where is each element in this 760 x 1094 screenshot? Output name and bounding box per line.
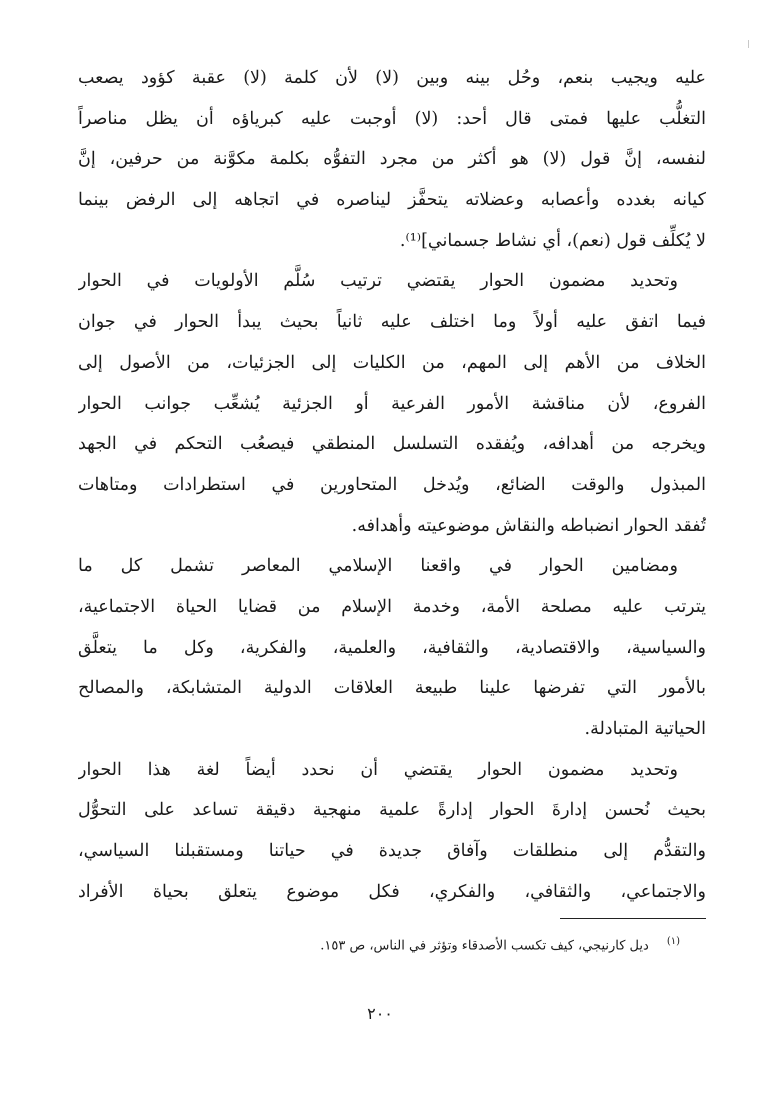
text-line: الفروع، لأن مناقشة الأمور الفرعية أو الجزئية يُشعِّب جوانب الحوار [78,393,706,414]
main-text [78,58,706,912]
text-line: وتحديد مضمون الحوار يقتضي ترتيب سُلَّم الأولويات في الحوار [78,271,678,292]
footnote-text: ديل كارنيجي، كيف تكسب الأصدقاء وتؤثر في الناس، ص ١٥٣. [320,938,649,954]
text-line: والتقدُّم إلى منطلقات وآفاق جديدة في حياتنا ومستقبلنا السياسي، [78,841,706,862]
text-line: والاجتماعي، والثقافي، والفكري، فكل موضوع يتعلق بحياة الأفراد [78,881,706,902]
text-line: كيانه بغدده وأعصابه وعضلاته يتحفَّز ليناصره في اتجاهه إلى الرفض بينما [78,190,706,211]
text-line: فيما اتفق عليه أولاً وما اختلف عليه ثانياً بحيث يبدأ الحوار في جوان [78,312,706,333]
text-line: لا يُكلِّف قول (نعم)، أي نشاط جسماني]⁽¹⁾. [399,230,706,251]
text-line: ومضامين الحوار في واقعنا الإسلامي المعاصر تشمل كل ما [78,556,678,577]
text-line: عليه ويجيب بنعم، وحُل بينه وبين (لا) لأن كلمة (لا) عقبة كؤود يصعب [78,68,706,88]
text-line: بالأمور التي تفرضها علينا طبيعة العلاقات الدولية المتشابكة، والمصالح [78,678,706,699]
text-line: التغلُّب عليها فمتى قال أحد: (لا) أوجبت عليه كبرياؤه أن يظل مناصراً [78,108,706,129]
footnote-divider [560,918,706,919]
page-number: ٢٠٠ [367,1004,393,1023]
text-line: والسياسية، والاقتصادية، والثقافية، والعلمية، والفكرية، وكل ما يتعلَّق [78,637,706,658]
footnote-marker: (١) [666,936,680,947]
text-line: ويخرجه من أهدافه، ويُفقده التسلسل المنطقي فيصعُب التحكم في الجهد [78,434,706,455]
text-line: بحيث نُحسن إدارةَ الحوار إدارةً علمية منهجية دقيقة تساعد على التحوُّل [78,800,706,821]
text-line: الحياتية المتبادلة. [584,719,706,739]
text-line: وتحديد مضمون الحوار يقتضي أن نحدد أيضاً لغة هذا الحوار [78,759,678,780]
footnote [120,930,680,958]
text-line: تُفقد الحوار انضباطه والنقاش موضوعيته وأهدافه. [351,515,706,536]
text-line: الخلاف من الأهم إلى المهم، من الكليات إلى الجزئيات، من الأصول إلى [78,352,706,373]
text-line: لنفسه، إنَّ قول (لا) هو أكثر من مجرد التفوُّه بكلمة مكوَّنة من حرفين، إنَّ [78,149,706,170]
text-line: المبذول والوقت الضائع، ويُدخل المتحاورين في استطرادات ومتاهات [78,474,706,495]
text-line: يترتب عليه مصلحة الأمة، وخدمة الإسلام من قضايا الحياة الاجتماعية، [78,596,706,617]
scan-edge-mark [748,40,749,48]
